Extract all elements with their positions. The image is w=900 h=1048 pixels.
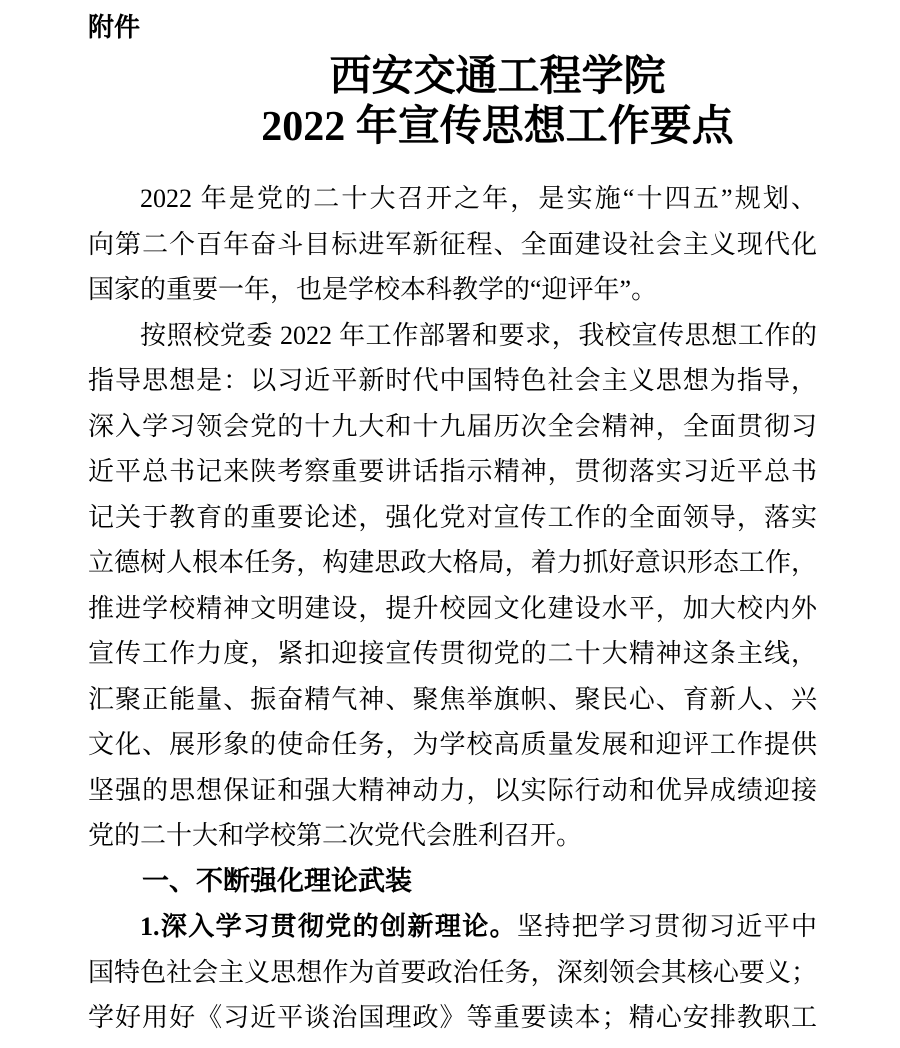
paragraph2-line-4: 近平总书记来陕考察重要讲话指示精神，贯彻落实习近平总书	[88, 457, 817, 486]
paragraph2-line-2: 指导思想是：以习近平新时代中国特色社会主义思想为指导，	[88, 366, 817, 395]
section-heading-1: 一、不断强化理论武装	[142, 865, 412, 896]
paragraph3-line-2: 国特色社会主义思想作为首要政治任务，深刻领会其核心要义；	[88, 957, 817, 987]
paragraph3-lead-rest: 坚持把学习贯彻习近平中	[517, 912, 817, 941]
paragraph2-line-5: 记关于教育的重要论述，强化党对宣传工作的全面领导，落实	[88, 502, 817, 532]
paragraph2-line-8: 宣传工作力度，紧扣迎接宣传贯彻党的二十大精神这条主线，	[88, 639, 817, 668]
paragraph3-line-1	[88, 904, 817, 950]
paragraph2-line-10: 文化、展形象的使命任务，为学校高质量发展和迎评工作提供	[88, 730, 817, 759]
paragraph3-bold-lead: 1.深入学习贯彻党的创新理论。	[140, 912, 518, 941]
paragraph2-line-1: 按照校党委 2022 年工作部署和要求，我校宣传思想工作的	[140, 320, 817, 350]
paragraph1-line-2: 向第二个百年奋斗目标进军新征程、全面建设社会主义现代化	[88, 229, 817, 259]
paragraph2-line-9: 汇聚正能量、振奋精气神、聚焦举旗帜、聚民心、育新人、兴	[88, 684, 817, 714]
document-body	[88, 176, 817, 1041]
document-content	[0, 10, 900, 1041]
paragraph2-line-3: 深入学习领会党的十九大和十九届历次全会精神，全面贯彻习	[88, 411, 817, 441]
document-title	[133, 52, 862, 152]
title-line-2: 2022 年宣传思想工作要点	[261, 104, 734, 150]
title-line-1: 西安交通工程学院	[329, 54, 666, 100]
paragraph2-line-11: 坚强的思想保证和强大精神动力，以实际行动和优异成绩迎接	[88, 775, 817, 805]
paragraph1-line-1: 2022 年是党的二十大召开之年，是实施“十四五”规划、	[140, 184, 817, 213]
paragraph2-line-6: 立德树人根本任务，构建思政大格局，着力抓好意识形态工作，	[88, 548, 817, 577]
paragraph3-line-3: 学好用好《习近平谈治国理政》等重要读本；精心安排教职工	[88, 1003, 817, 1032]
paragraph2-line-7: 推进学校精神文明建设，提升校园文化建设水平，加大校内外	[88, 593, 817, 623]
paragraph1-line-3: 国家的重要一年，也是学校本科教学的“迎评年”。	[88, 275, 658, 304]
attachment-label: 附件	[88, 12, 141, 42]
paragraph2-line-12: 党的二十大和学校第二次党代会胜利召开。	[88, 821, 583, 850]
